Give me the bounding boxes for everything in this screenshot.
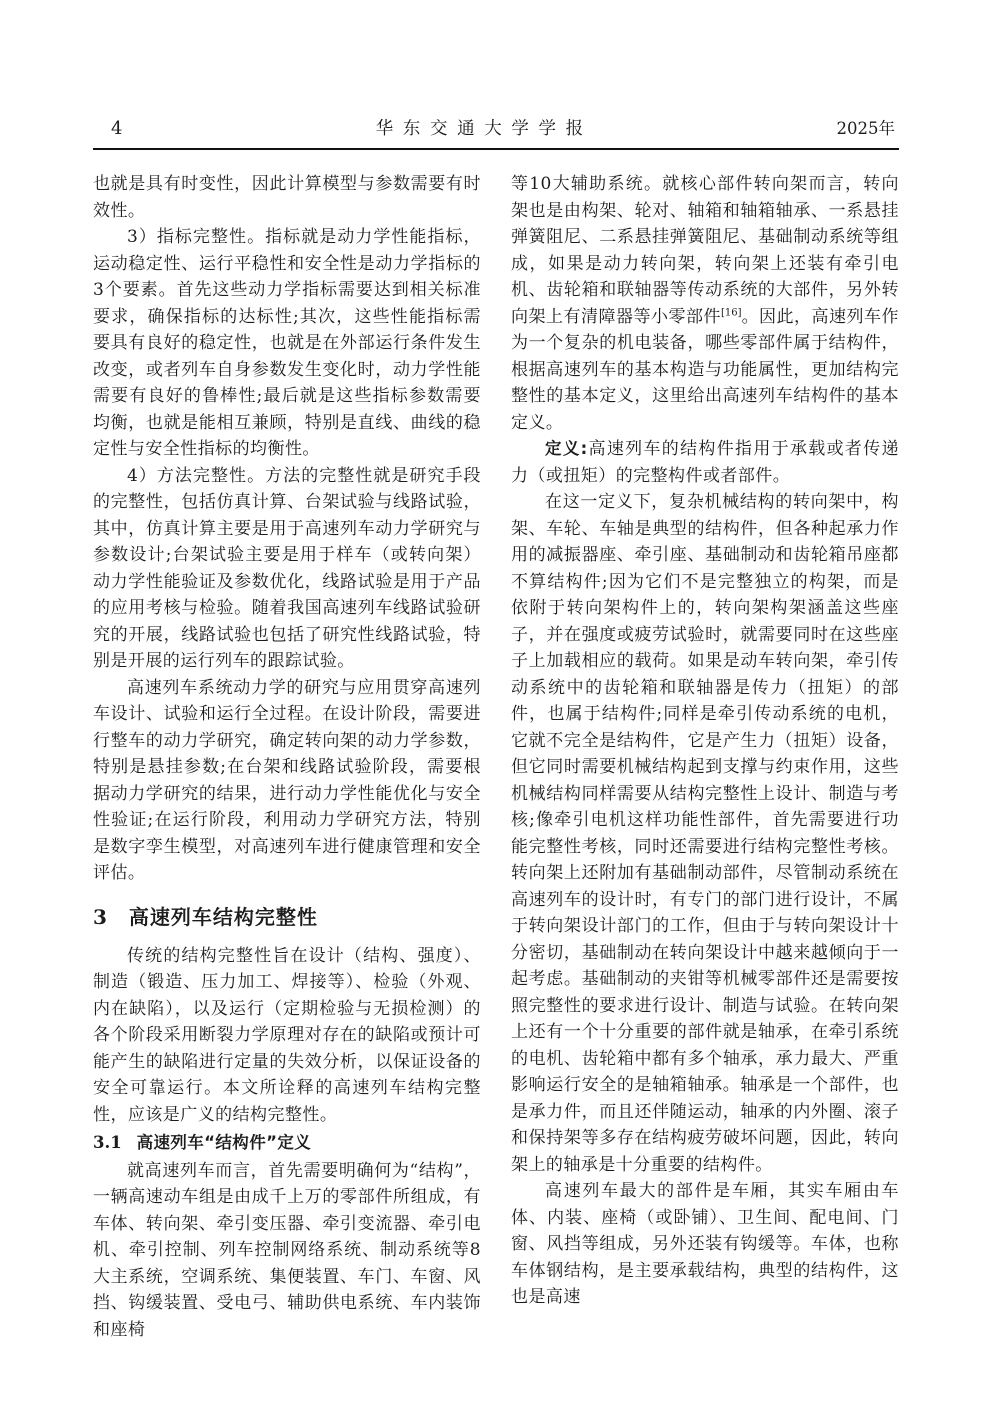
section-number: 3: [93, 904, 107, 929]
subsection-title: 高速列车“结构件”定义: [136, 1133, 312, 1152]
subsection-heading-3-1: [93, 1130, 481, 1157]
definition-text: 高速列车的结构件指用于承载或者传递力（或扭矩）的完整构件或者部件。: [511, 439, 900, 486]
paragraph-text-after-citation: 。因此，高速列车作为一个复杂的机电装备，哪些零部件属于结构件，根据高速列车的基本构造与功能属性，更加结构完整性的基本定义，这里给出高速列车结构件的基本定义。: [511, 306, 899, 433]
journal-title: 华东交通大学学报: [375, 119, 593, 139]
right-column: [511, 171, 899, 1343]
paragraph-continuation: 也就是具有时变性，因此计算模型与参数需要有时效性。: [93, 174, 481, 221]
paragraph-carbody: 高速列车最大的部件是车厢，其实车厢由车体、内装、座椅（或卧铺）、卫生间、配电间、门窗、风挡等组成，另外还装有钩缓等。车体，也称车体钢结构，是主要承载结构，典型的结构件，这也是高速: [511, 1181, 899, 1307]
paragraph-indicator-completeness: 3）指标完整性。指标就是动力学性能指标，运动稳定性、运行平稳性和安全性是动力学指标的3个要素。首先这些动力学指标需要达到相关标准要求，确保指标的达标性;其次，这些性能指标需要具有良好的稳定性，也就是在外部运行条件发生改变，或者列车自身参数发生变化时，动力学性能需要有良好的鲁棒性;最后就是这些指标参数需要均衡，也就是能相互兼顾，特别是直线、曲线的稳定性与安全性指标的均衡性。: [93, 227, 481, 459]
section-title: 高速列车结构完整性: [128, 904, 318, 929]
publication-year: 2025年: [836, 119, 895, 138]
paragraph-structure-definition-start: 就高速列车而言，首先需要明确何为“结构”，一辆高速动车组是由成千上万的零部件所组成，有车体、转向架、牵引变压器、牵引变流器、牵引电机、牵引控制、列车控制网络系统、制动系统等8大主系统，空调系统、集便装置、车门、车窗、风挡、钩缓装置、受电弓、辅助供电系统、车内装饰和座椅: [93, 1160, 481, 1340]
paragraph-bogie-components: [511, 171, 899, 436]
header-rule: [93, 148, 899, 150]
article-body: [93, 171, 899, 1343]
paragraph-definition-discussion: 在这一定义下，复杂机械结构的转向架中，构架、车轮、车轴是典型的结构件，但各种起承力作用的减振器座、牵引座、基础制动和齿轮箱吊座都不算结构件;因为它们不是完整独立的构架，而是依附于转向架构件上的，转向架构架涵盖这些座子，并在强度或疲劳试验时，就需要同时在这些座子上加载相应的载荷。如果是动车转向架，牵引传动系统中的齿轮箱和联轴器是传力（扭矩）的部件，也属于结构件;同样是牵引传动系统的电机，它就不完全是结构件，它是产生力（扭矩）设备，但它同时需要机械结构起到支撑与约束作用，这些机械结构同样需要从结构完整性上设计、制造与考核;像牵引电机这样功能性部件，首先需要进行功能完整性考核，同时还需要进行结构完整性考核。转向架上还附加有基础制动部件，尽管制动系统在高速列车的设计时，有专门的部门进行设计，不属于转向架设计部门的工作，但由于与转向架设计十分密切，基础制动在转向架设计中越来越倾向于一起考虑。基础制动的夹钳等机械零部件还是需要按照完整性的要求进行设计、制造与试验。在转向架上还有一个十分重要的部件就是轴承，在牵引系统的电机、齿轮箱中都有多个轴承，承力最大、严重影响运行安全的是轴箱轴承。轴承是一个部件，也是承力件，而且还伴随运动，轴承的内外圈、滚子和保持架等多存在结构疲劳破坏问题，因此，转向架上的轴承是十分重要的结构件。: [511, 492, 899, 1175]
definition-label: 定义:: [545, 439, 588, 458]
subsection-number: 3.1: [93, 1133, 122, 1152]
paragraph-text-before-citation: 等10大辅助系统。就核心部件转向架而言，转向架也是由构架、轮对、轴箱和轴箱轴承、一系悬挂弹簧阻尼、二系悬挂弹簧阻尼、基础制动系统等组成，如果是动力转向架，转向架上还装有牵引电机、齿轮箱和联轴器等传动系统的大部件，另外转向架上有清障器等小零部件: [511, 174, 899, 327]
paragraph-system-dynamics: 高速列车系统动力学的研究与应用贯穿高速列车设计、试验和运行全过程。在设计阶段，需要进行整车的动力学研究，确定转向架的动力学参数，特别是悬挂参数;在台架和线路试验阶段，需要根据动力学研究的结果，进行动力学性能优化与安全性验证;在运行阶段，利用动力学研究方法，特别是数字孪生模型，对高速列车进行健康管理和安全评估。: [93, 677, 481, 883]
page-number: 4: [111, 118, 123, 139]
running-head: [93, 118, 899, 140]
left-column: [93, 171, 481, 1343]
page-content: [93, 0, 899, 1343]
paragraph-method-completeness: 4）方法完整性。方法的完整性就是研究手段的完整性，包括仿真计算、台架试验与线路试验，其中，仿真计算主要是用于高速列车动力学研究与参数设计;台架试验主要是用于样车（或转向架）动力学性能验证及参数优化，线路试验是用于产品的应用考核与检验。随着我国高速列车线路试验研究的开展，线路试验也包括了研究性线路试验，特别是开展的运行列车的跟踪试验。: [93, 465, 481, 671]
citation-ref-16: [16]: [720, 306, 742, 318]
paragraph-definition: [511, 436, 899, 489]
section-heading-3: [93, 902, 481, 932]
paragraph-traditional-integrity: 传统的结构完整性旨在设计（结构、强度）、制造（锻造、压力加工、焊接等）、检验（外观、内在缺陷），以及运行（定期检验与无损检测）的各个阶段采用断裂力学原理对存在的缺陷或预计可能产生的缺陷进行定量的失效分析，以保证设备的安全可靠运行。本文所诠释的高速列车结构完整性，应该是广义的结构完整性。: [93, 945, 481, 1125]
